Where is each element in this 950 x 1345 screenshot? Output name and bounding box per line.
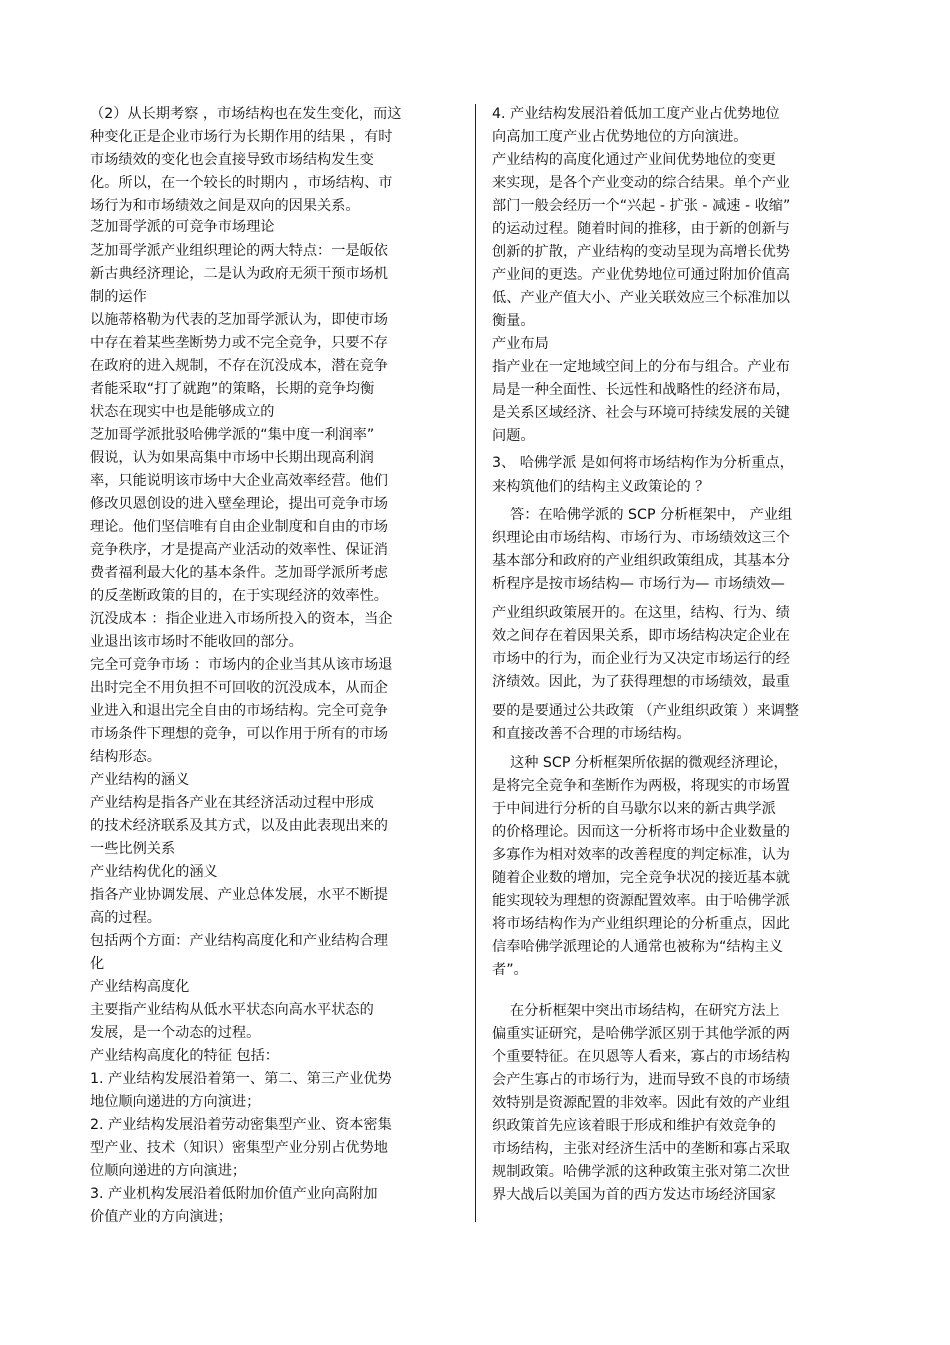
- text-line: 基本部分和政府的产业组织政策组成，其基本分: [492, 553, 790, 569]
- text-line: 析程序是按市场结构— 市场行为— 市场绩效—: [492, 576, 785, 592]
- text-line: 来构筑他们的结构主义政策论的 ？: [492, 479, 710, 495]
- text-line: 部门一般会经历一个“兴起 - 扩张 - 减速 - 收缩”: [492, 198, 791, 214]
- text-line: 以施蒂格勒为代表的芝加哥学派认为，即使市场: [90, 312, 388, 328]
- text-line: 产业组织政策展开的。在这里，结构、行为、绩: [492, 605, 790, 621]
- text-line: 假说，认为如果高集中市场中长期出现高利润: [90, 450, 374, 466]
- column-divider: [475, 104, 476, 1222]
- text-line: 3、 哈佛学派 是如何将市场结构作为分析重点，: [492, 455, 794, 471]
- text-line: 的价格理论。因而这一分析将市场中企业数量的: [492, 824, 790, 840]
- text-line: 的反垄断政策的目的，在于实现经济的效率性。: [90, 588, 388, 604]
- text-line: 2. 产业结构发展沿着劳动密集型产业、资本密集: [90, 1117, 392, 1133]
- text-line: 产业结构高度化的特征 包括：: [90, 1048, 279, 1064]
- text-line: 一些比例关系: [90, 841, 176, 857]
- text-line: 化。所以，在一个较长的时期内 ，市场结构、市: [90, 175, 393, 191]
- text-line: 位顺向递进的方向演进；: [90, 1163, 247, 1179]
- text-line: 产业结构是指各产业在其经济活动过程中形成: [90, 795, 374, 811]
- text-line: 衡量。: [492, 313, 535, 329]
- text-line: 济绩效。因此，为了获得理想的市场绩效，最重: [492, 674, 790, 690]
- text-line: 场行为和市场绩效之间是双向的因果关系。: [90, 198, 360, 214]
- text-line: 芝加哥学派产业组织理论的两大特点：一是皈依: [90, 243, 388, 259]
- text-line: 于中间进行分析的自马歇尔以来的新古典学派: [492, 801, 776, 817]
- text-line: 随着企业数的增加，完全竞争状况的接近基本就: [492, 870, 790, 886]
- text-line: 指产业在一定地域空间上的分布与组合。产业布: [492, 359, 790, 375]
- text-line: 问题。: [492, 428, 535, 444]
- text-line: 来实现，是各个产业变动的综合结果。单个产业: [492, 175, 790, 191]
- text-line: 化: [90, 956, 105, 972]
- text-line: 这种 SCP 分析框架所依据的微观经济理论，: [492, 755, 788, 771]
- text-line: 产业结构高度化: [90, 979, 190, 995]
- text-line: （2）从长期考察 ，市场结构也在发生变化，而这: [90, 106, 402, 122]
- text-line: 地位顺向递进的方向演进；: [90, 1094, 261, 1110]
- text-line: 新古典经济理论，二是认为政府无须干预市场机: [90, 266, 388, 282]
- text-line: 制的运作: [90, 289, 147, 305]
- text-line: 结构形态。: [90, 749, 161, 765]
- text-line: 的运动过程。随着时间的推移，由于新的创新与: [492, 221, 790, 237]
- text-line: 竞争秩序，才是提高产业活动的效率性、保证消: [90, 542, 388, 558]
- text-line: 织理论由市场结构、市场行为、市场绩效这三个: [492, 530, 790, 546]
- text-line: 多寡作为相对效率的改善程度的判定标准，认为: [492, 847, 790, 863]
- text-line: 局是一种全面性、长远性和战略性的经济布局，: [492, 382, 790, 398]
- text-line: 将市场结构作为产业组织理论的分析重点，因此: [492, 916, 790, 932]
- text-line: 会产生寡占的市场行为，进而导致不良的市场绩: [492, 1072, 790, 1088]
- text-line: 出时完全不用负担不可回收的沉没成本，从而企: [90, 680, 388, 696]
- text-line: 界大战后以美国为首的西方发达市场经济国家: [492, 1187, 776, 1203]
- text-line: 4. 产业结构发展沿着低加工度产业占优势地位: [492, 106, 780, 122]
- text-line: 产业结构优化的涵义: [90, 864, 218, 880]
- text-line: 产业间的更迭。产业优势地位可通过附加价值高: [492, 267, 790, 283]
- text-line: 主要指产业结构从低水平状态向高水平状态的: [90, 1002, 374, 1018]
- text-line: 完全可竞争市场 ：市场内的企业当其从该市场退: [90, 657, 393, 673]
- text-line: 市场绩效的变化也会直接导致市场结构发生变: [90, 152, 374, 168]
- text-line: 高的过程。: [90, 910, 161, 926]
- text-line: 是关系区域经济、社会与环境可持续发展的关键: [492, 405, 790, 421]
- text-line: 中存在着某些垄断势力或不完全竞争，只要不存: [90, 335, 388, 351]
- text-line: 织政策首先应该着眼于形成和维护有效竞争的: [492, 1118, 776, 1134]
- text-line: 创新的扩散，产业结构的变动呈现为高增长优势: [492, 244, 790, 260]
- text-line: 业退出该市场时不能收回的部分。: [90, 634, 303, 650]
- text-line: 3. 产业机构发展沿着低附加价值产业向高附加: [90, 1186, 378, 1202]
- text-line: 型产业、技术（知识）密集型产业分别占优势地: [90, 1140, 388, 1156]
- text-line: 市场条件下理想的竞争，可以作用于所有的市场: [90, 726, 388, 742]
- text-line: 包括两个方面：产业结构高度化和产业结构合理: [90, 933, 388, 949]
- text-line: 产业结构的高度化通过产业间优势地位的变更: [492, 152, 776, 168]
- text-line: 状态在现实中也是能够成立的: [90, 404, 275, 420]
- text-line: 产业布局: [492, 336, 549, 352]
- text-line: 理论。他们坚信唯有自由企业制度和自由的市场: [90, 519, 388, 535]
- text-line: 要的是要通过公共政策 （产业组织政策 ）来调整: [492, 703, 799, 719]
- text-line: 在政府的进入规制，不存在沉没成本，潜在竞争: [90, 358, 388, 374]
- text-line: 个重要特征。在贝恩等人看来，寡占的市场结构: [492, 1049, 790, 1065]
- text-line: 者”。: [492, 962, 528, 978]
- text-line: 发展，是一个动态的过程。: [90, 1025, 261, 1041]
- text-line: 在分析框架中突出市场结构，在研究方法上: [492, 1003, 780, 1019]
- text-line: 是将完全竞争和垄断作为两极，将现实的市场置: [492, 778, 790, 794]
- text-line: 答：在哈佛学派的 SCP 分析框架中， 产业组: [492, 507, 793, 523]
- text-line: 价值产业的方向演进；: [90, 1209, 232, 1225]
- text-line: 规制政策。哈佛学派的这种政策主张对第二次世: [492, 1164, 790, 1180]
- text-line: 和直接改善不合理的市场结构。: [492, 726, 691, 742]
- text-line: 的技术经济联系及其方式，以及由此表现出来的: [90, 818, 388, 834]
- text-line: 低、产业产值大小、产业关联效应三个标准加以: [492, 290, 790, 306]
- text-line: 产业结构的涵义: [90, 772, 190, 788]
- text-line: 能实现较为理想的资源配置效率。由于哈佛学派: [492, 893, 790, 909]
- text-line: 沉没成本 ：指企业进入市场所投入的资本，当企: [90, 611, 393, 627]
- text-line: 市场中的行为，而企业行为又决定市场运行的经: [492, 651, 790, 667]
- text-line: 效特别是资源配置的非效率。因此有效的产业组: [492, 1095, 790, 1111]
- text-line: 芝加哥学派的可竞争市场理论: [90, 219, 275, 235]
- text-line: 修改贝恩创设的进入壁垒理论，提出可竞争市场: [90, 496, 388, 512]
- text-line: 偏重实证研究，是哈佛学派区别于其他学派的两: [492, 1026, 790, 1042]
- text-line: 指各产业协调发展、产业总体发展，水平不断提: [90, 887, 388, 903]
- text-line: 市场结构，主张对经济生活中的垄断和寡占采取: [492, 1141, 790, 1157]
- text-line: 芝加哥学派批驳哈佛学派的“集中度一利润率”: [90, 427, 375, 443]
- text-line: 向高加工度产业占优势地位的方向演进。: [492, 129, 748, 145]
- text-line: 者能采取“打了就跑”的策略，长期的竞争均衡: [90, 381, 375, 397]
- text-line: 1. 产业结构发展沿着第一、第二、第三产业优势: [90, 1071, 392, 1087]
- text-line: 费者福利最大化的基本条件。芝加哥学派所考虑: [90, 565, 388, 581]
- text-line: 率，只能说明该市场中大企业高效率经营。他们: [90, 473, 388, 489]
- text-line: 业进入和退出完全自由的市场结构。完全可竞争: [90, 703, 388, 719]
- text-line: 效之间存在着因果关系，即市场结构决定企业在: [492, 628, 790, 644]
- text-line: 信奉哈佛学派理论的人通常也被称为“结构主义: [492, 939, 784, 955]
- text-line: 种变化正是企业市场行为长期作用的结果 ，有时: [90, 129, 393, 145]
